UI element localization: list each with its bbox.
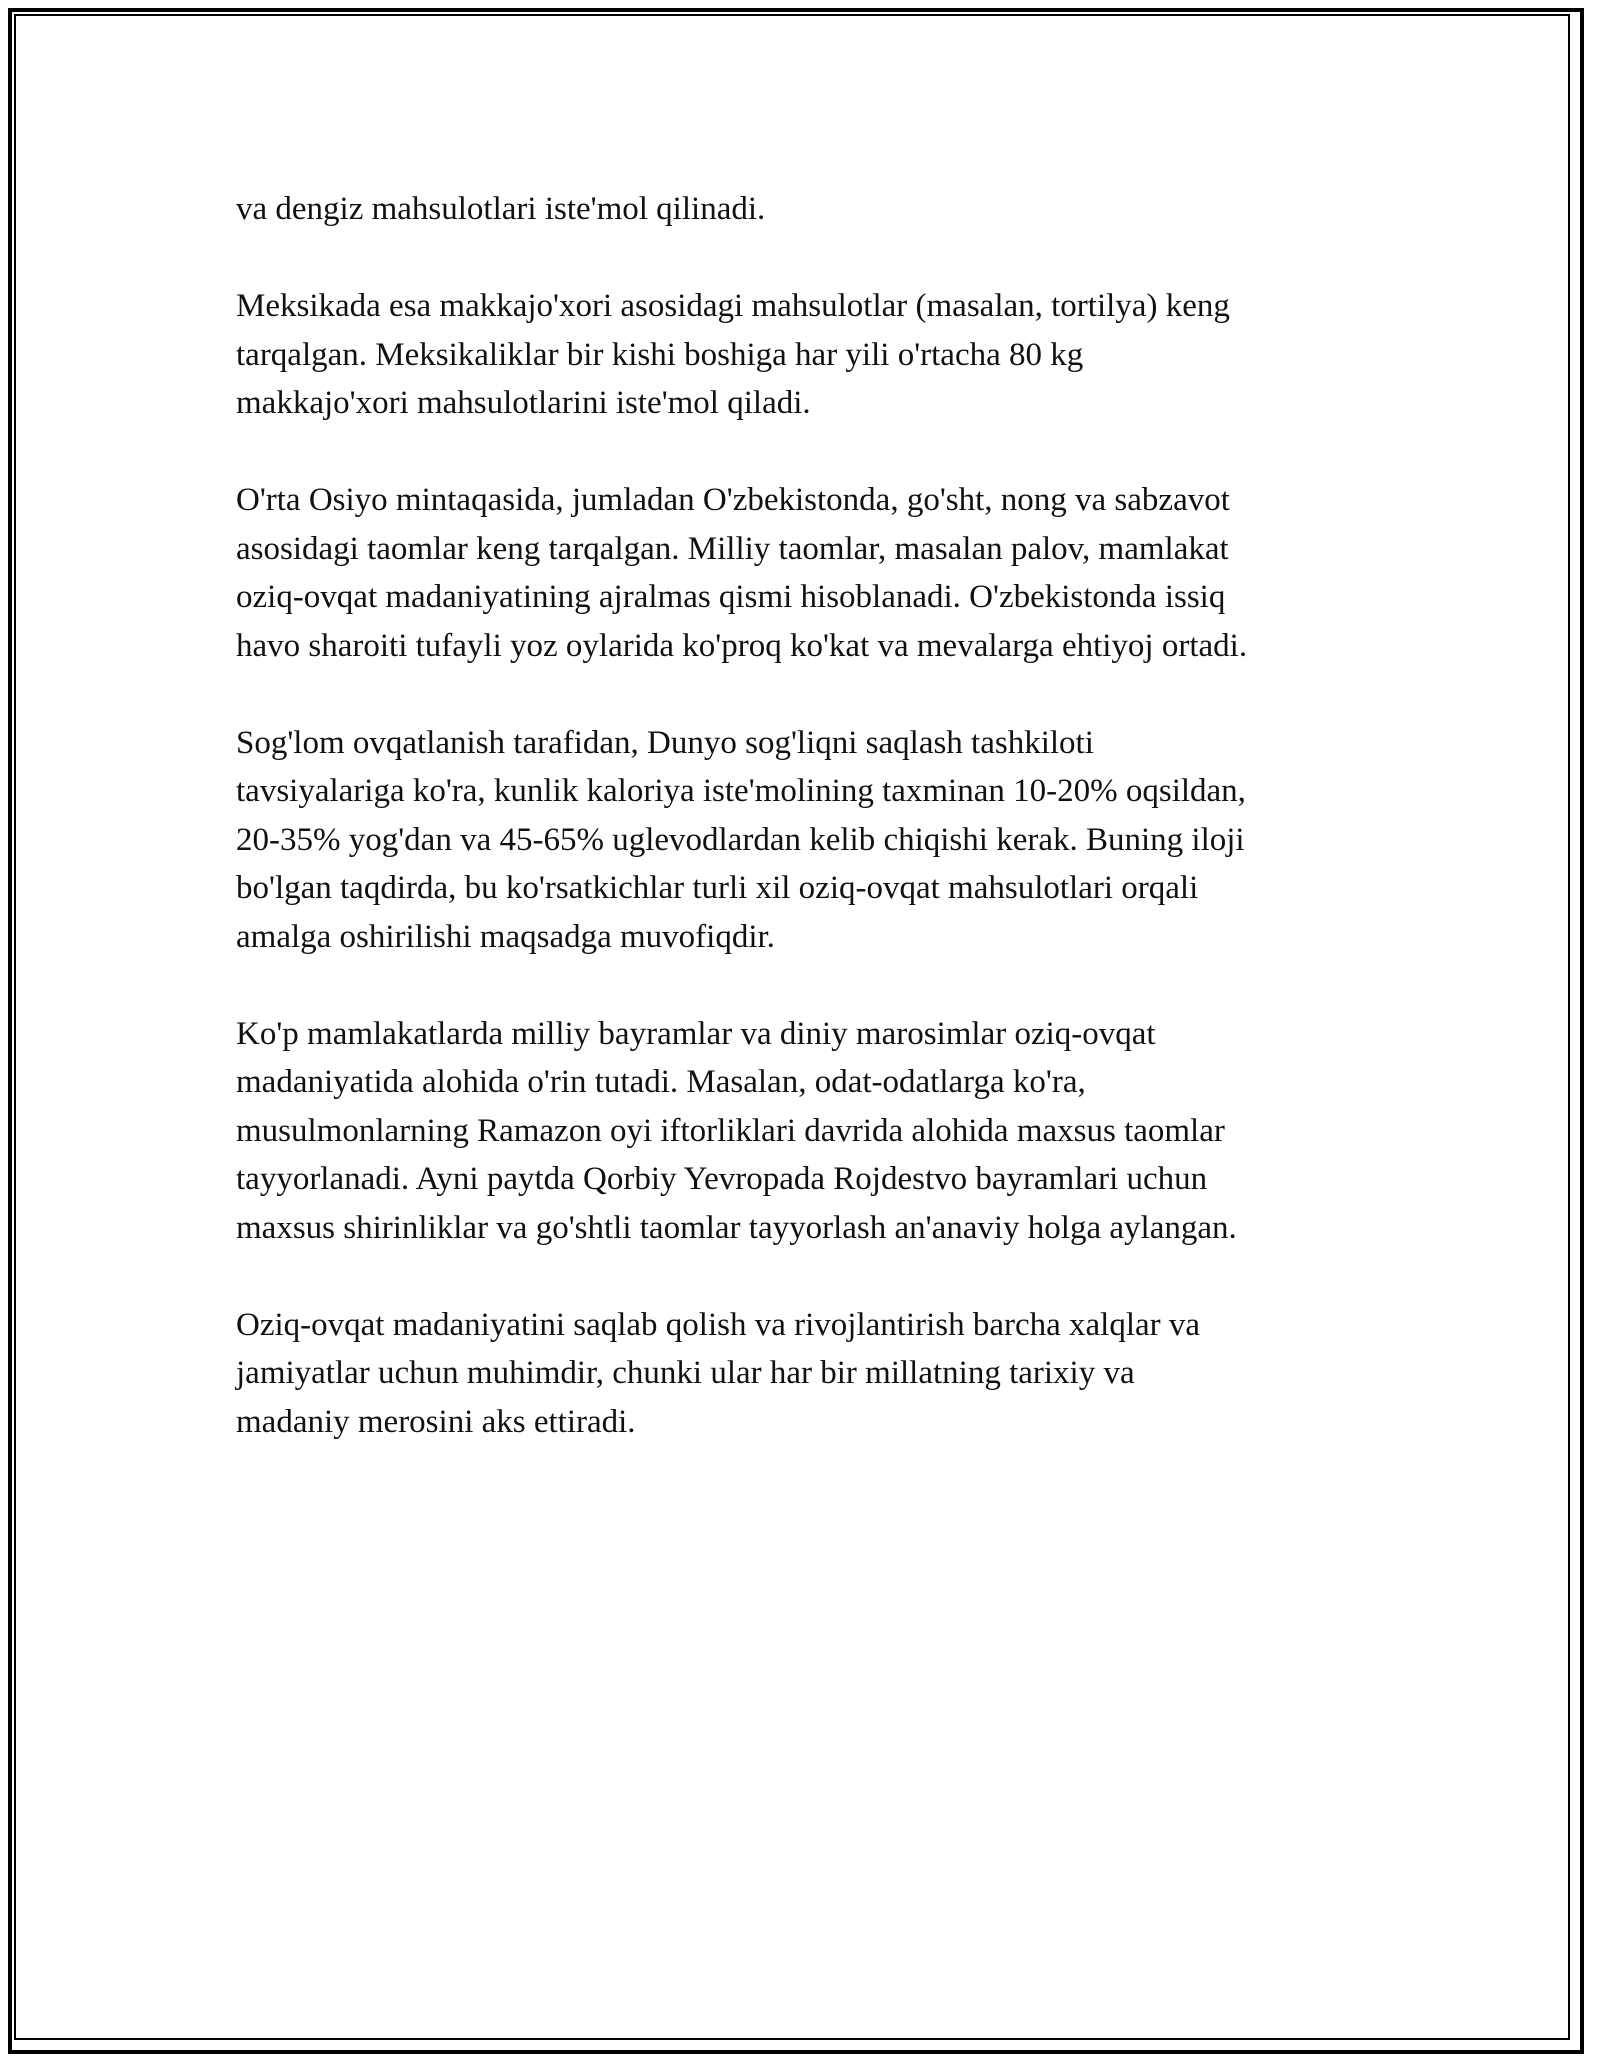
- text-line: havo sharoiti tufayli yoz oylarida ko'proq ko'kat va mevalarga ehtiyoj ortadi.: [236, 627, 1248, 664]
- paragraph: [236, 282, 1371, 428]
- text-line: oziq-ovqat madaniyatining ajralmas qismi hisoblanadi. O'zbekistonda issiq: [236, 579, 1226, 615]
- paragraph: [236, 476, 1371, 670]
- text-line: tarqalgan. Meksikaliklar bir kishi boshiga har yili o'rtacha 80 kg: [236, 336, 1084, 373]
- text-line: asosidagi taomlar keng tarqalgan. Milliy taomlar, masalan palov, mamlakat: [236, 530, 1229, 567]
- text-line: jamiyatlar uchun muhimdir, chunki ular har bir millatning tarixiy va: [236, 1355, 1135, 1391]
- text-line: madaniyatida alohida o'rin tutadi. Masalan, odat-odatlarga ko'ra,: [236, 1064, 1086, 1100]
- text-line: musulmonlarning Ramazon oyi iftorliklari davrida alohida maxsus taomlar: [236, 1112, 1225, 1149]
- text-line: amalga oshirilishi maqsadga muvofiqdir.: [236, 918, 775, 955]
- paragraph: [236, 719, 1371, 962]
- text-line: O'rta Osiyo mintaqasida, jumladan O'zbekistonda, go'sht, nong va sabzavot: [236, 482, 1230, 518]
- text-line: madaniy merosini aks ettiradi.: [236, 1403, 636, 1440]
- text-line: Ko'p mamlakatlarda milliy bayramlar va diniy marosimlar oziq-ovqat: [236, 1015, 1156, 1052]
- text-line: tavsiyalariga ko'ra, kunlik kaloriya iste'molining taxminan 10-20% oqsildan,: [236, 773, 1246, 809]
- text-line: bo'lgan taqdirda, bu ko'rsatkichlar turli xil oziq-ovqat mahsulotlari orqali: [236, 870, 1199, 906]
- text-line: tayyorlanadi. Ayni paytda Qorbiy Yevropada Rojdestvo bayramlari uchun: [236, 1161, 1208, 1197]
- text-line: maxsus shirinliklar va go'shtli taomlar tayyorlash an'anaviy holga aylangan.: [236, 1209, 1237, 1246]
- document-body: [236, 185, 1371, 1495]
- paragraph: [236, 1010, 1371, 1253]
- paragraph: [236, 185, 1371, 234]
- text-line: 20-35% yog'dan va 45-65% uglevodlardan kelib chiqishi kerak. Buning iloji: [236, 821, 1245, 858]
- paragraph: [236, 1301, 1371, 1447]
- text-line: Meksikada esa makkajo'xori asosidagi mahsulotlar (masalan, tortilya) keng: [236, 288, 1230, 324]
- text-line: Oziq-ovqat madaniyatini saqlab qolish va rivojlantirish barcha xalqlar va: [236, 1306, 1201, 1343]
- text-line: makkajo'xori mahsulotlarini iste'mol qiladi.: [236, 385, 811, 421]
- text-line: va dengiz mahsulotlari iste'mol qilinadi.: [236, 191, 766, 227]
- text-line: Sog'lom ovqatlanish tarafidan, Dunyo sog'liqni saqlash tashkiloti: [236, 724, 1094, 761]
